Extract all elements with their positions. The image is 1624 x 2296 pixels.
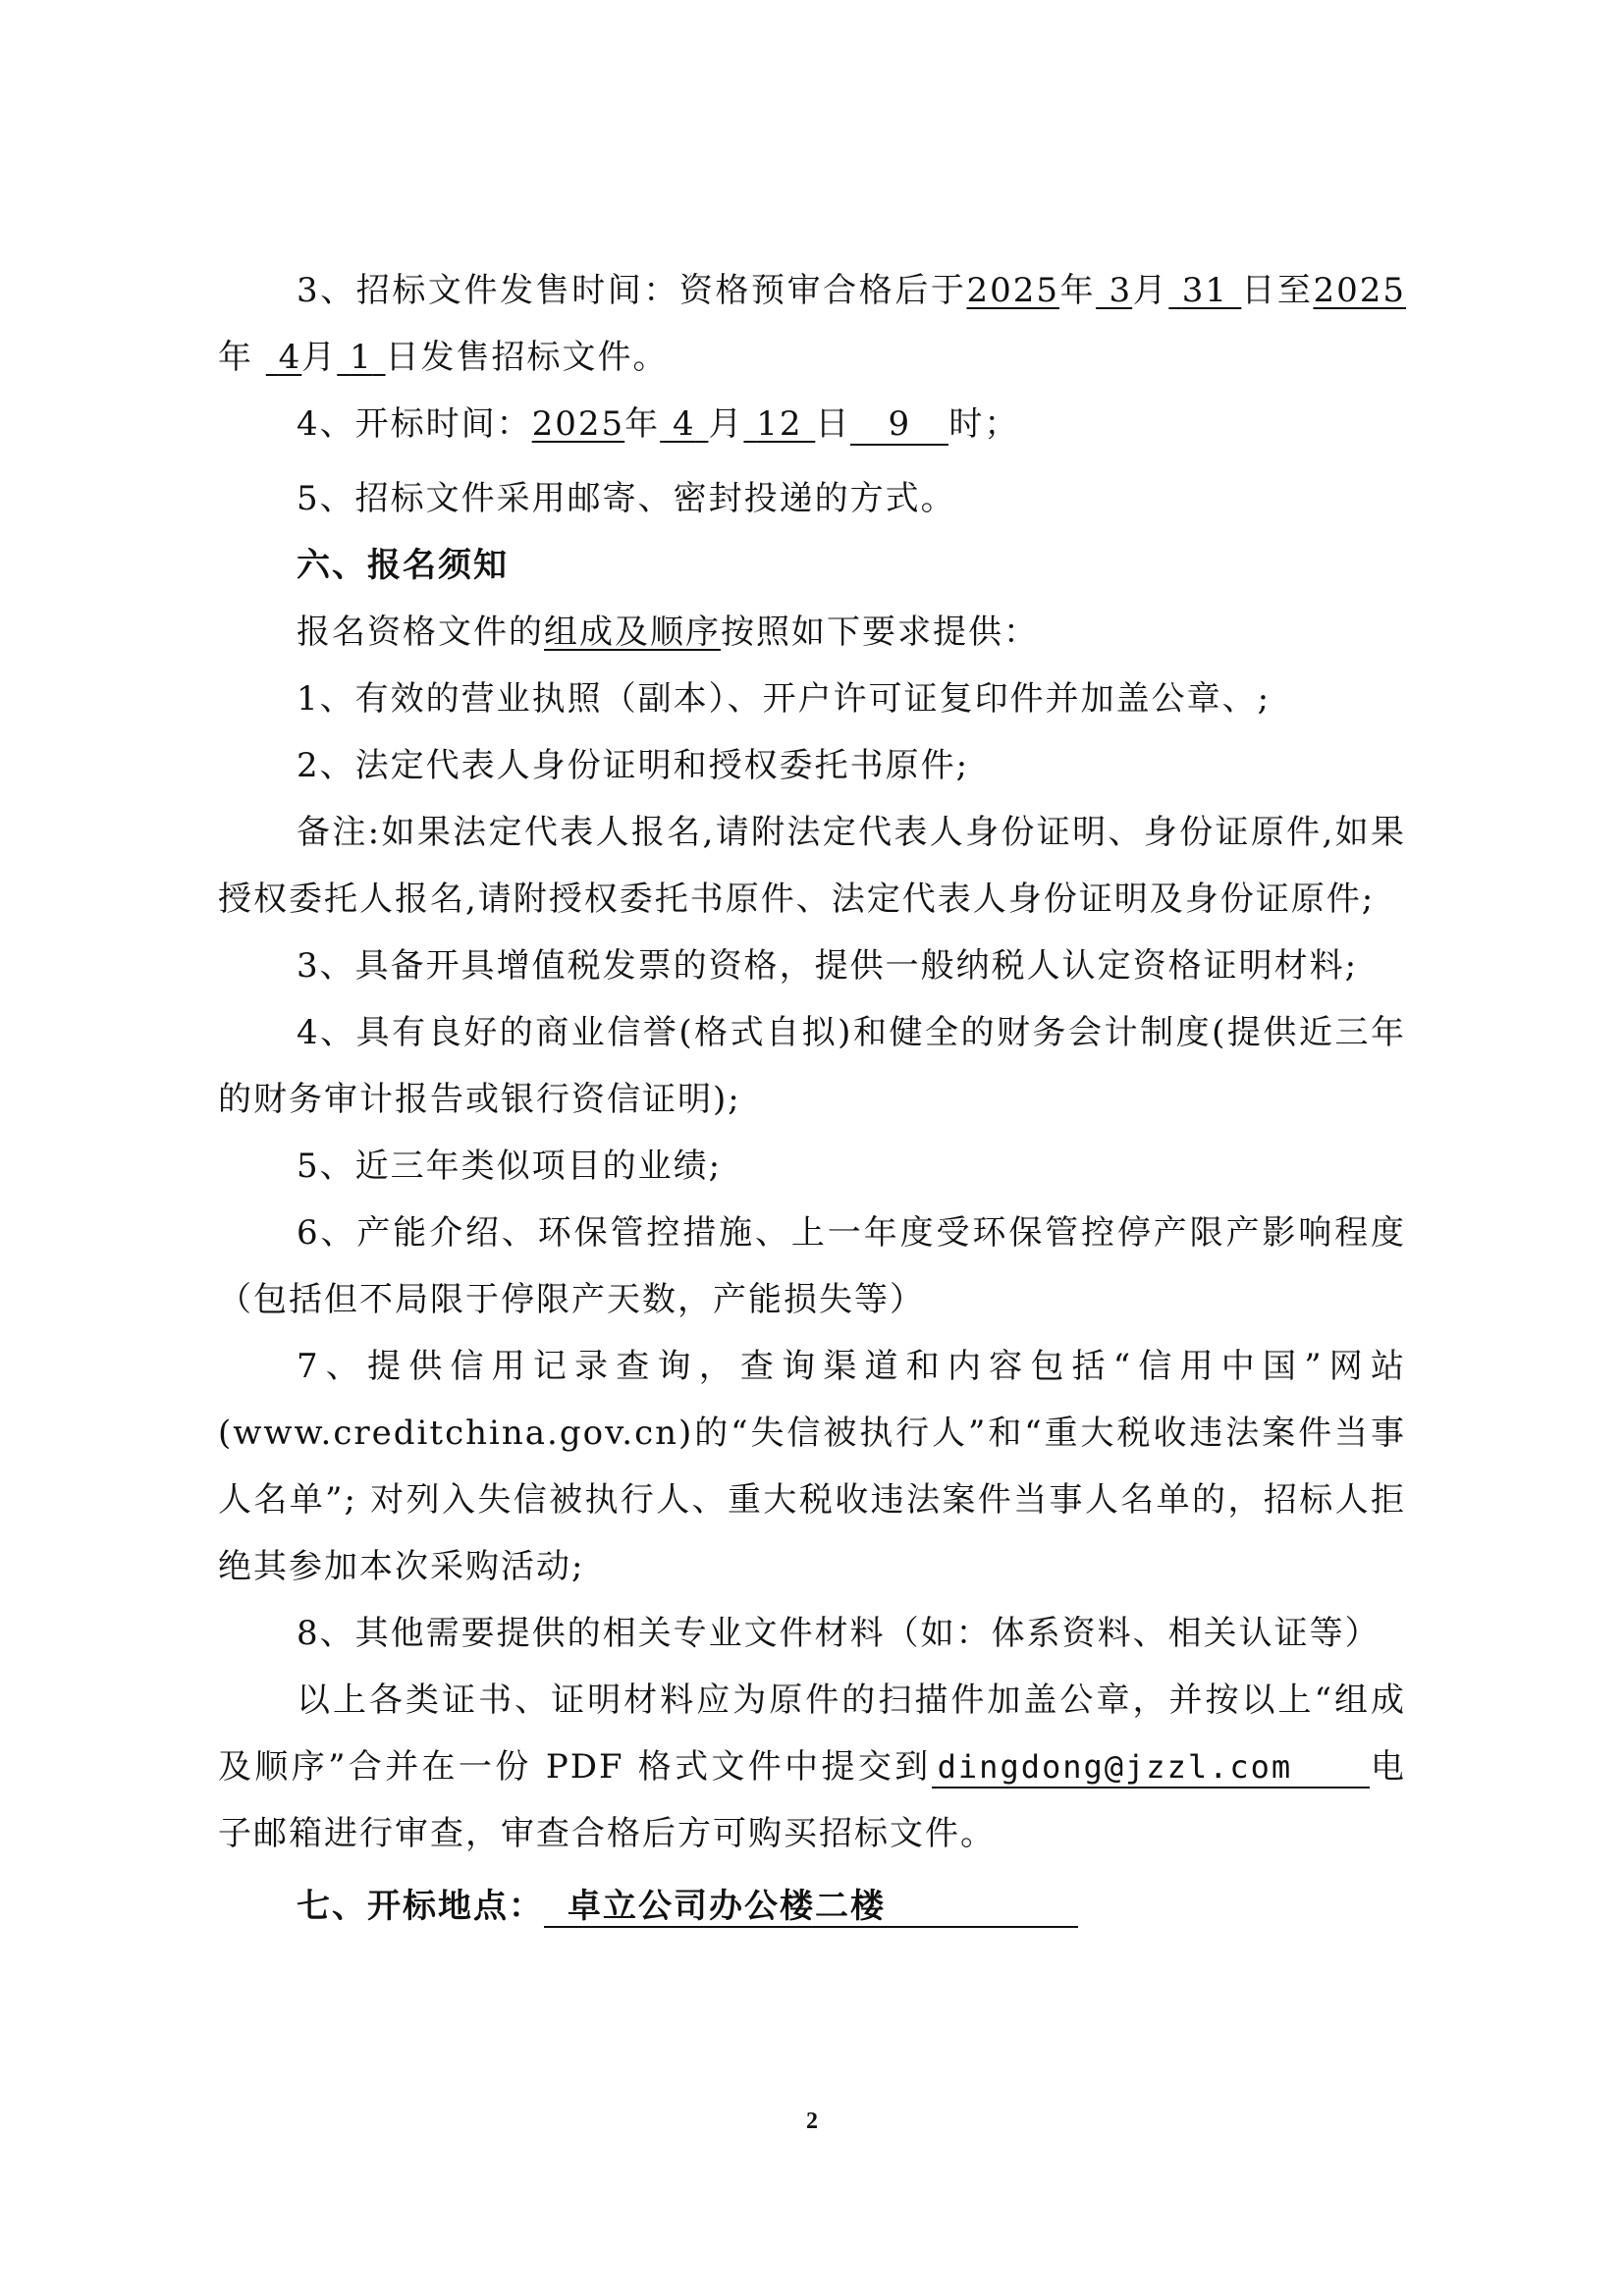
day-char: 日 — [815, 404, 851, 444]
opening-day: 12 — [756, 404, 803, 444]
page-number: 2 — [806, 2109, 818, 2134]
requirement-note: 备注:如果法定代表人报名,请附法定代表人身份证明、身份证原件,如果授权委托人报名,请附授权委托书原件、法定代表人身份证明及身份证原件; — [218, 813, 1406, 919]
sale-start-month-wrap — [1096, 271, 1132, 310]
sale-start-year: 2025 — [966, 271, 1059, 310]
intro-text: 报名资格文件的 — [297, 613, 544, 652]
venue-heading: 七、开标地点： — [297, 1887, 544, 1926]
sale-end-year: 2025 — [1313, 271, 1407, 310]
requirement-6: 6、产能介绍、环保管控措施、上一年度受环保管控停产限产影响程度（包括但不局限于停限产天数，产能损失等） — [218, 1213, 1406, 1319]
year-char: 年 — [218, 338, 253, 377]
month-char: 月 — [708, 404, 744, 444]
item-sale-time — [218, 257, 1406, 391]
month-char: 月 — [1132, 271, 1169, 310]
opening-year: 2025 — [531, 404, 625, 444]
hour-char: 时； — [948, 404, 1020, 444]
item-opening-time — [218, 391, 1406, 457]
sale-end-month-wrap — [266, 338, 301, 377]
requirement-8: 8、其他需要提供的相关专业文件材料（如：体系资料、相关认证等） — [297, 1614, 1380, 1653]
submission-text-end: 电子邮箱进行审查，审查合格后方可购买招标文件。 — [218, 1747, 1407, 1853]
opening-month-wrap — [660, 404, 708, 444]
year-char: 年 — [624, 404, 661, 444]
sale-start-month: 3 — [1109, 271, 1133, 310]
opening-hour: 9 — [850, 404, 948, 446]
year-char: 年 — [1059, 271, 1097, 310]
submission-instructions — [218, 1667, 1406, 1867]
requirement-5: 5、近三年类似项目的业绩; — [297, 1147, 723, 1186]
sale-time-label: 3、招标文件发售时间：资格预审合格后于 — [297, 271, 967, 310]
registration-intro — [218, 599, 1406, 666]
requirement-7: 7、提供信用记录查询，查询渠道和内容包括“信用中国”网站(www.creditchina.gov.cn)的“失信被执行人”和“重大税收违法案件当事人名单”; 对列入失信被执行人、重大税收违法案件当事人名单的，招标人拒绝其参加本次采购活动; — [218, 1347, 1406, 1586]
sale-end-day: 1 — [350, 338, 373, 377]
month-char: 月 — [301, 338, 338, 377]
section-venue — [218, 1873, 1406, 1940]
requirement-3: 3、具备开具增值税发票的资格，提供一般纳税人认定资格证明材料; — [297, 946, 1359, 986]
requirement-4: 4、具有良好的商业信誉(格式自拟)和健全的财务会计制度(提供近三年的财务审计报告或银行资信证明); — [218, 1013, 1406, 1119]
until-char: 日至 — [1241, 271, 1314, 310]
requirement-2: 2、法定代表人身份证明和授权委托书原件; — [297, 746, 970, 785]
opening-month: 4 — [672, 404, 696, 444]
opening-day-wrap — [743, 404, 815, 444]
sale-end-month: 4 — [278, 338, 302, 377]
submission-email: dingdong@jzzl.com — [932, 1747, 1370, 1789]
intro-underlined: 组成及顺序 — [544, 613, 721, 652]
item-delivery-method: 5、招标文件采用邮寄、密封投递的方式。 — [297, 479, 956, 518]
sale-end-text: 日发售招标文件。 — [385, 338, 669, 377]
sale-start-day-wrap — [1168, 271, 1241, 310]
document-body — [218, 257, 1406, 1940]
sale-end-day-wrap — [337, 338, 385, 377]
sale-start-day: 31 — [1181, 271, 1228, 310]
section-registration-heading: 六、报名须知 — [297, 546, 509, 585]
intro-text-end: 按照如下要求提供： — [721, 613, 1039, 652]
opening-time-label: 4、开标时间： — [297, 404, 532, 444]
requirement-1: 1、有效的营业执照（副本）、开户许可证复印件并加盖公章、; — [297, 679, 1272, 719]
venue-value: 卓立公司办公楼二楼 — [544, 1887, 1078, 1928]
submission-text: 以上各类证书、证明材料应为原件的扫描件加盖公章，并按以上“组成及顺序”合并在一份 PDF 格式文件中提交到 — [218, 1681, 1406, 1787]
